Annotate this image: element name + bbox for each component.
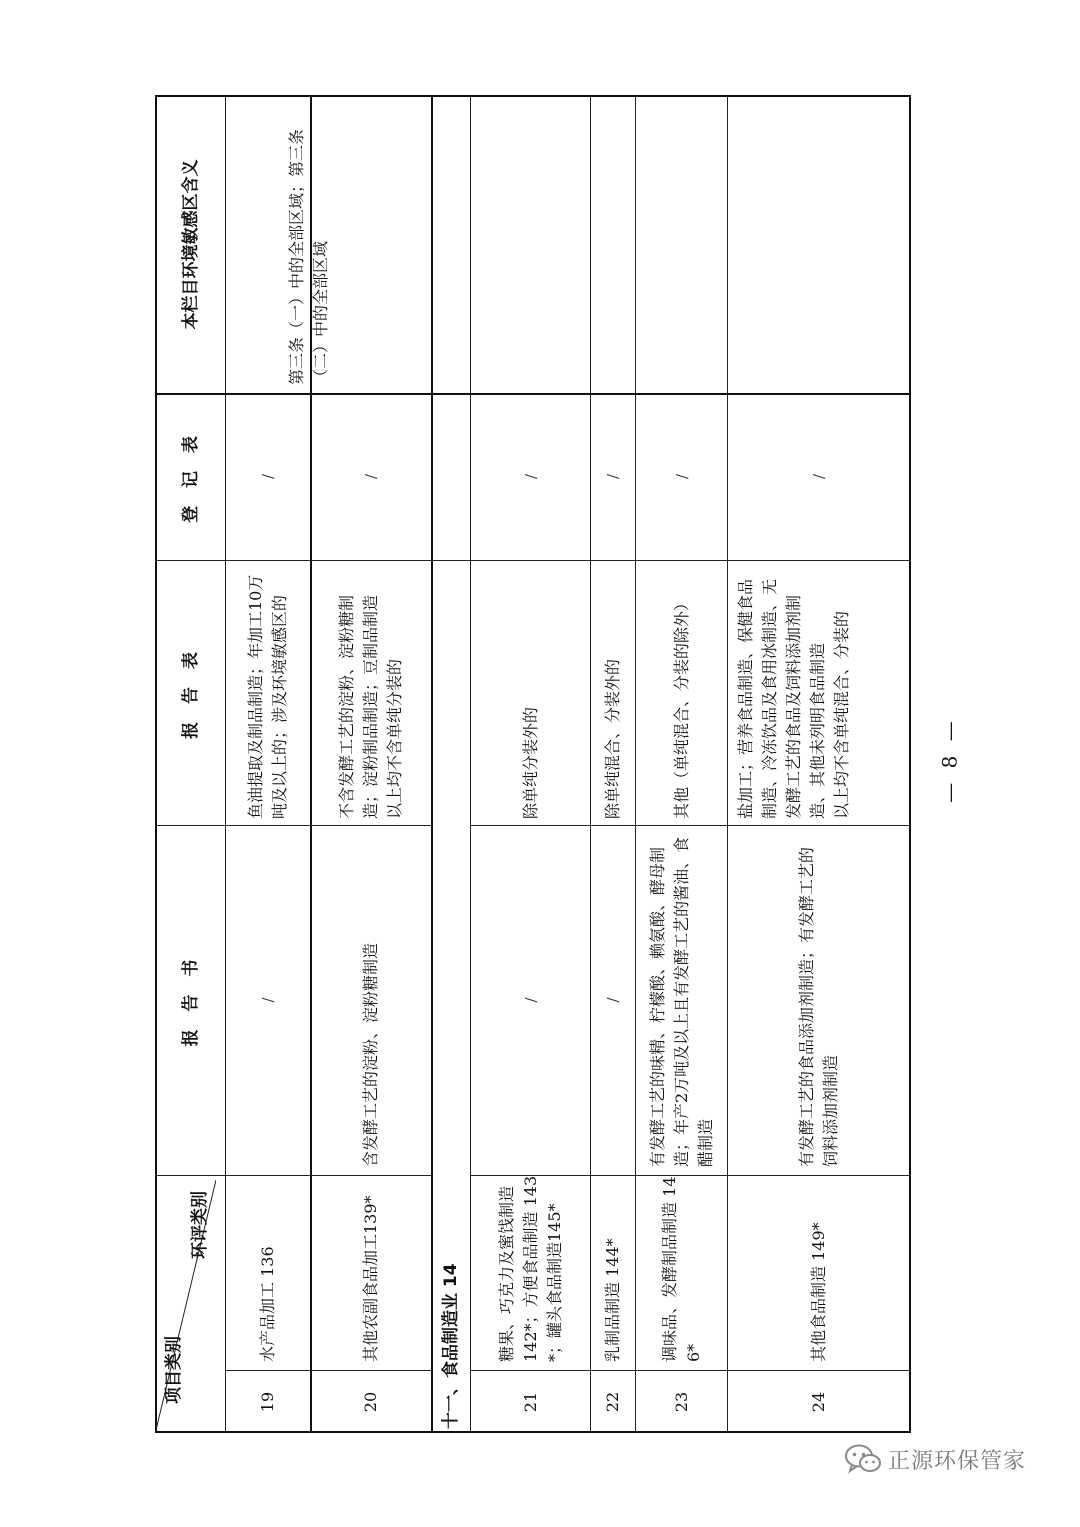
row-number: 19 xyxy=(258,1391,277,1413)
category-cell: 其他农副食品加工139* xyxy=(361,1195,380,1362)
header-registration: 登 记 表 xyxy=(180,430,201,523)
report-form-cell: 除单纯混合、分装外的 xyxy=(603,658,622,819)
row-number: 24 xyxy=(809,1391,828,1413)
registration-cell: / xyxy=(604,473,622,480)
report-form-cell: 鱼油提取及制品制造；年加工10万吨及以上的；涉及环境敏感区的 xyxy=(246,574,289,819)
report-form-cell: 除单纯分装外的 xyxy=(520,706,540,819)
watermark xyxy=(844,1437,1026,1481)
report-book-cell: 有发酵工艺的食品添加剂制造；有发酵工艺的饲料添加剂制造 xyxy=(797,846,840,1167)
report-form-cell: 其他（单纯混合、分装的除外） xyxy=(671,594,691,819)
watermark-text: 正源环保管家 xyxy=(888,1448,1027,1474)
page-number: — 8 — xyxy=(938,717,963,803)
registration-cell: / xyxy=(259,473,277,480)
header-report-book: 报 告 书 xyxy=(180,953,201,1047)
category-cell: 调味品、发酵制品制造 146* xyxy=(659,1176,703,1362)
registration-cell: / xyxy=(672,473,691,480)
category-cell: 其他食品制造 149* xyxy=(809,1222,828,1362)
report-form-cell: 不含发酵工艺的淀粉、淀粉糖制造；淀粉制品制造；豆制品制造 以上均不含单纯分装的 xyxy=(337,594,404,819)
category-cell: 乳制品制造 144* xyxy=(603,1238,622,1362)
header-assessment-type: 环评类别 xyxy=(190,1191,210,1259)
category-cell: 糖果、巧克力及蜜饯制造 142*；方便食品制造 143*；罐头食品制造145* xyxy=(496,1175,564,1362)
registration-cell: / xyxy=(362,473,380,480)
row-number: 21 xyxy=(520,1391,540,1413)
header-sensitive-area: 本栏目环境敏感区含义 xyxy=(180,159,201,330)
registration-cell: / xyxy=(521,473,540,480)
report-book-cell: 有发酵工艺的味精、柠檬酸、赖氨酸、酵母制造；年产2万吨及以上且有发酵工艺的酱油、食醋制造 xyxy=(647,836,715,1167)
row-number: 20 xyxy=(361,1391,380,1413)
header-report-form: 报 告 表 xyxy=(180,646,201,739)
report-book-cell: / xyxy=(521,997,540,1003)
report-book-cell: / xyxy=(604,997,622,1003)
registration-cell: / xyxy=(810,473,828,480)
row-number: 23 xyxy=(671,1391,691,1413)
report-book-cell: 含发酵工艺的淀粉、淀粉糖制造 xyxy=(361,942,380,1167)
section-heading: 十一、食品制造业 14 xyxy=(441,1263,461,1429)
header-category: 项目类别 xyxy=(164,1336,184,1404)
sensitive-area-cell: 第三条（一）中的全部区域；第三条（二）中的全部区域 xyxy=(287,128,330,385)
report-book-cell: / xyxy=(259,997,277,1003)
row-number: 22 xyxy=(603,1391,622,1413)
report-form-cell: 盐加工；营养食品制造、保健食品制造、冷冻饮品及食用冰制造、无发酵工艺的食品及饲料添加剂制造、其他未列明食品制造 以上均不含单纯混合、分装的 xyxy=(736,578,851,819)
category-cell: 水产品加工 136 xyxy=(258,1246,277,1362)
wechat-icon xyxy=(844,1443,882,1475)
